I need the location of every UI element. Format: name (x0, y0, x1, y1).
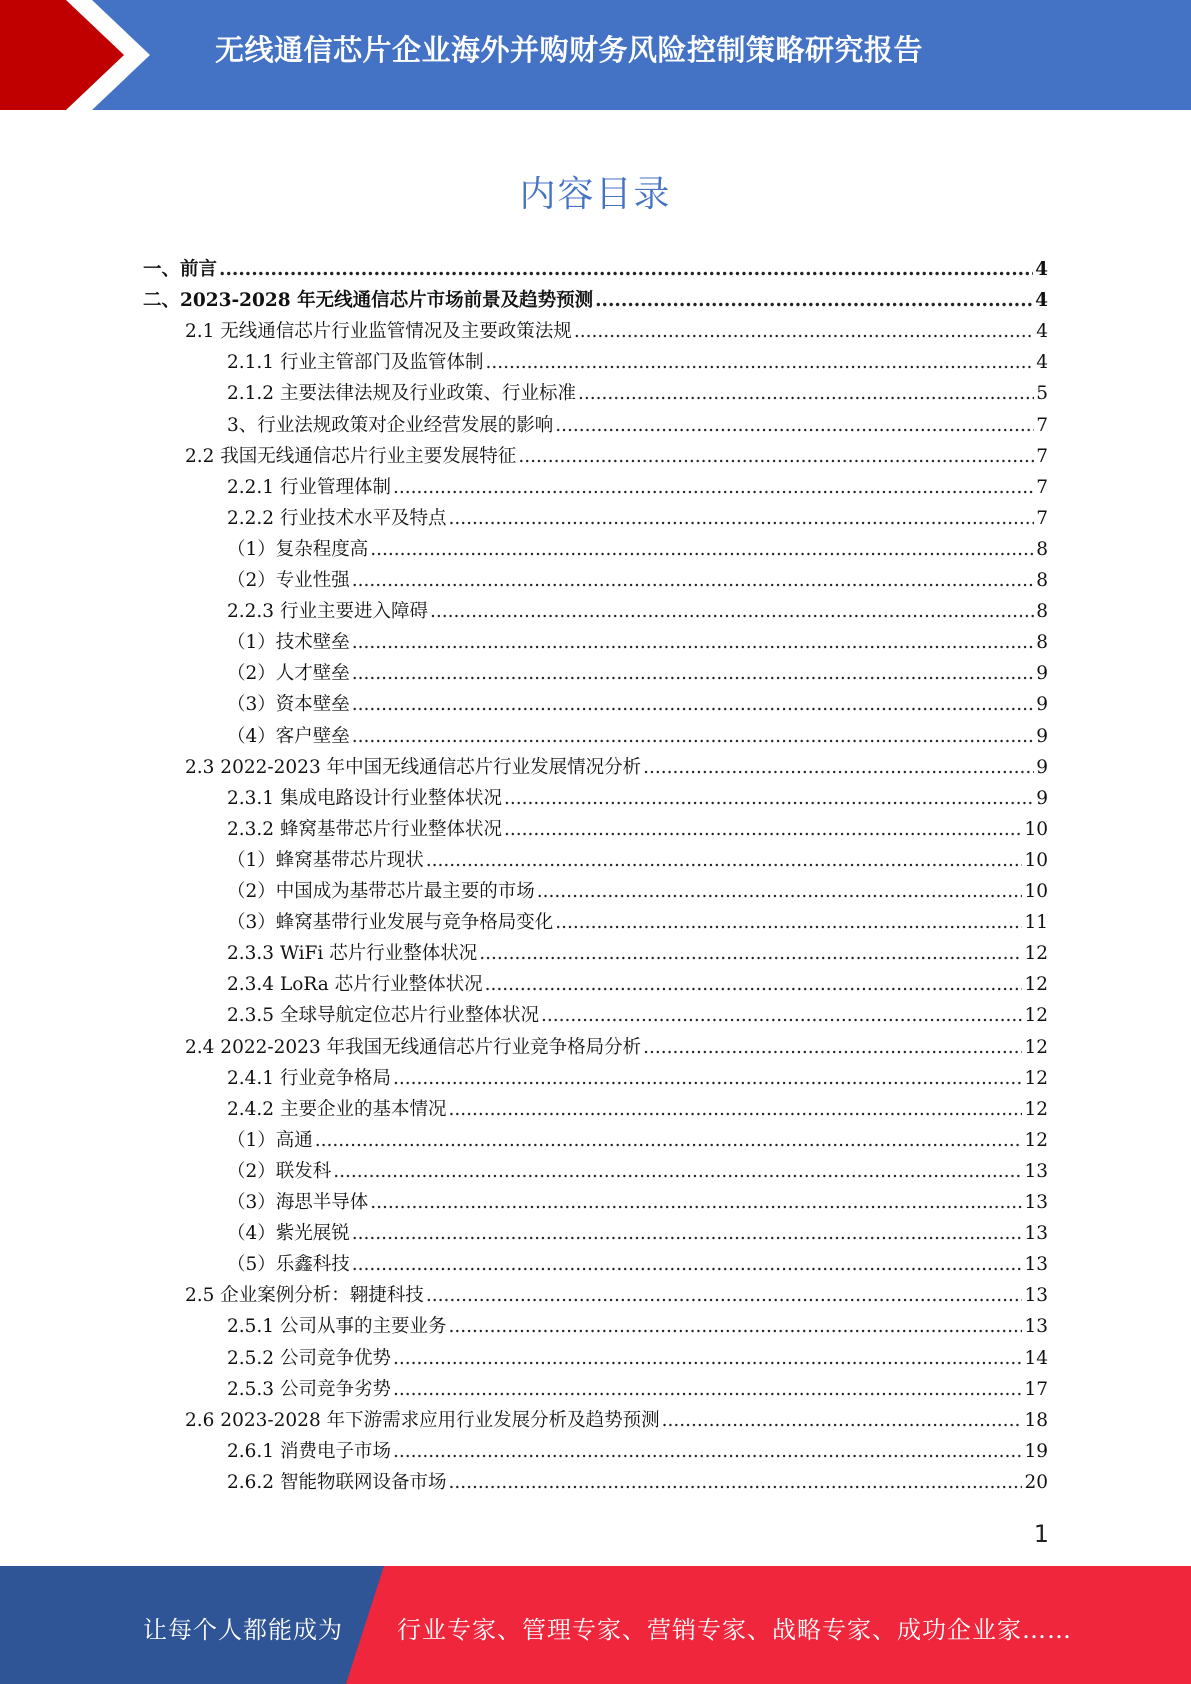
footer-banner (0, 1566, 1191, 1684)
toc-entry[interactable] (143, 286, 1048, 317)
toc-entry-page: 7 (1036, 477, 1048, 498)
toc-dot-leader (352, 694, 1034, 715)
toc-entry[interactable] (227, 1344, 1048, 1375)
toc-entry-page: 4 (1036, 321, 1048, 342)
toc-entry-page: 12 (1024, 1005, 1048, 1026)
toc-dot-leader (541, 1005, 1022, 1026)
toc-entry-page: 13 (1024, 1161, 1048, 1182)
toc-entry-label: 2.3.1 集成电路设计行业整体状况 (227, 788, 502, 809)
toc-dot-leader (448, 508, 1034, 529)
toc-entry[interactable] (227, 1126, 1048, 1157)
toc-entry-page: 5 (1036, 383, 1048, 404)
toc-entry-label: （3）资本壁垒 (227, 694, 350, 715)
toc-entry-page: 10 (1024, 850, 1048, 871)
toc-entry-label: 2.5.2 公司竞争优势 (227, 1348, 391, 1369)
toc-entry-page: 12 (1024, 943, 1048, 964)
toc-dot-leader (485, 974, 1023, 995)
toc-dot-leader (393, 1348, 1022, 1369)
toc-dot-leader (370, 539, 1034, 560)
toc-entry-label: 2.6.2 智能物联网设备市场 (227, 1472, 447, 1493)
toc-entry[interactable] (227, 379, 1048, 410)
toc-entry-page: 9 (1036, 726, 1048, 747)
toc-entry-label: （2）专业性强 (227, 570, 350, 591)
toc-entry-page: 19 (1024, 1441, 1048, 1462)
toc-entry-page: 13 (1024, 1192, 1048, 1213)
toc-entry[interactable] (227, 504, 1048, 535)
toc-dot-leader (448, 1316, 1022, 1337)
footer-slogan-right: 行业专家、管理专家、营销专家、战略专家、成功企业家…… (397, 1616, 1072, 1644)
toc-entry[interactable] (185, 753, 1048, 784)
toc-entry-label: 2.5.3 公司竞争劣势 (227, 1379, 391, 1400)
toc-dot-leader (352, 632, 1034, 653)
toc-dot-leader (555, 912, 1022, 933)
header-banner (0, 0, 1191, 110)
toc-dot-leader (595, 290, 1033, 311)
toc-entry-label: （2）人才壁垒 (227, 663, 350, 684)
toc-entry[interactable] (227, 1468, 1048, 1499)
toc-entry-label: （1）高通 (227, 1130, 313, 1151)
page-number: 1 (1033, 1520, 1049, 1548)
toc-entry-page: 8 (1036, 632, 1048, 653)
toc-dot-leader (643, 757, 1034, 778)
footer-slogan-left: 让每个人都能成为 (143, 1616, 343, 1644)
toc-entry-label: 2.2.3 行业主要进入障碍 (227, 601, 428, 622)
toc-dot-leader (352, 570, 1034, 591)
toc-entry-label: 3、行业法规政策对企业经营发展的影响 (227, 415, 554, 436)
toc-entry[interactable] (227, 815, 1048, 846)
toc-entry[interactable] (227, 659, 1048, 690)
toc-entry-page: 12 (1024, 1037, 1048, 1058)
toc-entry-page: 8 (1036, 570, 1048, 591)
toc-dot-leader (485, 352, 1034, 373)
toc-entry-page: 4 (1035, 290, 1048, 311)
toc-entry[interactable] (227, 1375, 1048, 1406)
toc-entry[interactable] (227, 784, 1048, 815)
toc-entry-page: 7 (1036, 446, 1048, 467)
toc-entry[interactable] (227, 1064, 1048, 1095)
toc-dot-leader (537, 881, 1023, 902)
toc-entry[interactable] (227, 597, 1048, 628)
toc-dot-leader (352, 1254, 1023, 1275)
toc-entry-label: （4）紫光展锐 (227, 1223, 350, 1244)
toc-dot-leader (426, 850, 1023, 871)
toc-dot-leader (578, 383, 1034, 404)
toc-entry-label: （1）蜂窝基带芯片现状 (227, 850, 424, 871)
toc-dot-leader (504, 788, 1034, 809)
toc-entry-page: 10 (1024, 881, 1048, 902)
toc-dot-leader (479, 943, 1022, 964)
toc-entry-label: 2.3 2022-2023 年中国无线通信芯片行业发展情况分析 (185, 757, 642, 778)
toc-entry-label: （1）技术壁垒 (227, 632, 350, 653)
toc-entry[interactable] (227, 535, 1048, 566)
toc-entry-page: 17 (1024, 1379, 1048, 1400)
toc-entry-label: （4）客户壁垒 (227, 726, 350, 747)
toc-entry-label: 二、2023-2028 年无线通信芯片市场前景及趋势预测 (143, 290, 594, 311)
toc-entry-label: （3）蜂窝基带行业发展与竞争格局变化 (227, 912, 554, 933)
toc-heading: 内容目录 (519, 174, 672, 215)
toc-entry[interactable] (227, 1250, 1048, 1281)
toc-entry-page: 9 (1036, 788, 1048, 809)
toc-entry-page: 9 (1036, 663, 1048, 684)
toc-dot-leader (643, 1037, 1022, 1058)
toc-entry-label: 2.3.5 全球导航定位芯片行业整体状况 (227, 1005, 539, 1026)
toc-entry-label: 2.1.1 行业主管部门及监管体制 (227, 352, 484, 373)
toc-dot-leader (352, 1223, 1023, 1244)
toc-entry-label: （3）海思半导体 (227, 1192, 369, 1213)
toc-entry[interactable] (227, 1219, 1048, 1250)
toc-entry-label: 2.5.1 公司从事的主要业务 (227, 1316, 447, 1337)
toc-entry[interactable] (227, 1437, 1048, 1468)
toc-entry-label: 2.4 2022-2023 年我国无线通信芯片行业竞争格局分析 (185, 1037, 642, 1058)
toc-entry[interactable] (185, 1033, 1048, 1064)
toc-entry-label: 2.1.2 主要法律法规及行业政策、行业标准 (227, 383, 576, 404)
toc-dot-leader (315, 1130, 1023, 1151)
toc-entry[interactable] (227, 722, 1048, 753)
toc-entry[interactable] (227, 846, 1048, 877)
toc-entry[interactable] (227, 1001, 1048, 1032)
toc-entry-label: 2.6.1 消费电子市场 (227, 1441, 391, 1462)
toc-entry-page: 9 (1036, 694, 1048, 715)
toc-entry-label: 2.2.2 行业技术水平及特点 (227, 508, 447, 529)
toc-entry-label: （2）中国成为基带芯片最主要的市场 (227, 881, 535, 902)
toc-entry-page: 8 (1036, 539, 1048, 560)
report-title: 无线通信芯片企业海外并购财务风险控制策略研究报告 (215, 33, 924, 67)
toc-entry[interactable] (227, 1188, 1048, 1219)
toc-entry[interactable] (227, 970, 1048, 1001)
toc-entry[interactable] (227, 1157, 1048, 1188)
toc-dot-leader (426, 1285, 1023, 1306)
toc-dot-leader (333, 1161, 1022, 1182)
toc-dot-leader (448, 1472, 1022, 1493)
toc-entry-page: 7 (1036, 415, 1048, 436)
toc-entry-label: 2.1 无线通信芯片行业监管情况及主要政策法规 (185, 321, 572, 342)
toc-entry-page: 13 (1024, 1316, 1048, 1337)
toc-entry-page: 4 (1035, 259, 1048, 280)
toc-entry[interactable] (227, 1095, 1048, 1126)
toc-dot-leader (370, 1192, 1022, 1213)
toc-dot-leader (448, 1099, 1022, 1120)
toc-entry[interactable] (227, 628, 1048, 659)
toc-dot-leader (393, 1068, 1022, 1089)
toc-entry-page: 13 (1024, 1254, 1048, 1275)
toc-dot-leader (393, 477, 1034, 498)
toc-entry[interactable] (227, 566, 1048, 597)
toc-entry-label: （5）乐鑫科技 (227, 1254, 350, 1275)
toc-entry-label: 2.3.2 蜂窝基带芯片行业整体状况 (227, 819, 502, 840)
toc-entry-label: （2）联发科 (227, 1161, 332, 1182)
toc-entry[interactable] (227, 1312, 1048, 1343)
toc-entry-page: 9 (1036, 757, 1048, 778)
toc-dot-leader (219, 259, 1033, 280)
toc-entry-label: 一、前言 (143, 259, 218, 280)
toc-entry-page: 12 (1024, 1099, 1048, 1120)
toc-dot-leader (430, 601, 1034, 622)
toc-entry-label: 2.2 我国无线通信芯片行业主要发展特征 (185, 446, 517, 467)
toc-entry-page: 20 (1024, 1472, 1048, 1493)
toc-entry-page: 12 (1024, 974, 1048, 995)
toc-entry-label: 2.4.2 主要企业的基本情况 (227, 1099, 447, 1120)
toc-entry-label: 2.3.3 WiFi 芯片行业整体状况 (227, 943, 478, 964)
toc-entry-page: 13 (1024, 1223, 1048, 1244)
toc-dot-leader (504, 819, 1022, 840)
toc-entry-page: 12 (1024, 1068, 1048, 1089)
toc-entry-label: 2.5 企业案例分析：翱捷科技 (185, 1285, 424, 1306)
toc-dot-leader (393, 1379, 1022, 1400)
toc-dot-leader (352, 726, 1034, 747)
toc-entry-label: 2.6 2023-2028 年下游需求应用行业发展分析及趋势预测 (185, 1410, 660, 1431)
toc-dot-leader (518, 446, 1034, 467)
toc-entry-page: 8 (1036, 601, 1048, 622)
toc-entry[interactable] (227, 939, 1048, 970)
toc-entry-label: 2.2.1 行业管理体制 (227, 477, 391, 498)
toc-entry[interactable] (227, 348, 1048, 379)
toc-dot-leader (393, 1441, 1022, 1462)
toc-entry-page: 4 (1036, 352, 1048, 373)
toc-entry[interactable] (143, 255, 1048, 286)
toc-entry-page: 13 (1024, 1285, 1048, 1306)
toc-entry[interactable] (185, 1281, 1048, 1312)
toc-entry-page: 12 (1024, 1130, 1048, 1151)
toc-dot-leader (574, 321, 1034, 342)
toc-entry-label: 2.3.4 LoRa 芯片行业整体状况 (227, 974, 483, 995)
toc-entry[interactable] (227, 908, 1048, 939)
toc-entry[interactable] (185, 317, 1048, 348)
toc-dot-leader (352, 663, 1034, 684)
toc-entry[interactable] (185, 1406, 1048, 1437)
toc-entry[interactable] (227, 473, 1048, 504)
toc-entry[interactable] (185, 442, 1048, 473)
toc-dot-leader (662, 1410, 1023, 1431)
toc-entry[interactable] (227, 690, 1048, 721)
toc-dot-leader (555, 415, 1034, 436)
toc-entry-label: （1）复杂程度高 (227, 539, 369, 560)
toc-entry-page: 18 (1024, 1410, 1048, 1431)
toc-entry-label: 2.4.1 行业竞争格局 (227, 1068, 391, 1089)
toc-entry[interactable] (227, 411, 1048, 442)
toc-entry[interactable] (227, 877, 1048, 908)
toc-entry-page: 14 (1024, 1348, 1048, 1369)
toc-entry-page: 11 (1024, 912, 1048, 933)
toc-entry-page: 10 (1024, 819, 1048, 840)
toc-entry-page: 7 (1036, 508, 1048, 529)
